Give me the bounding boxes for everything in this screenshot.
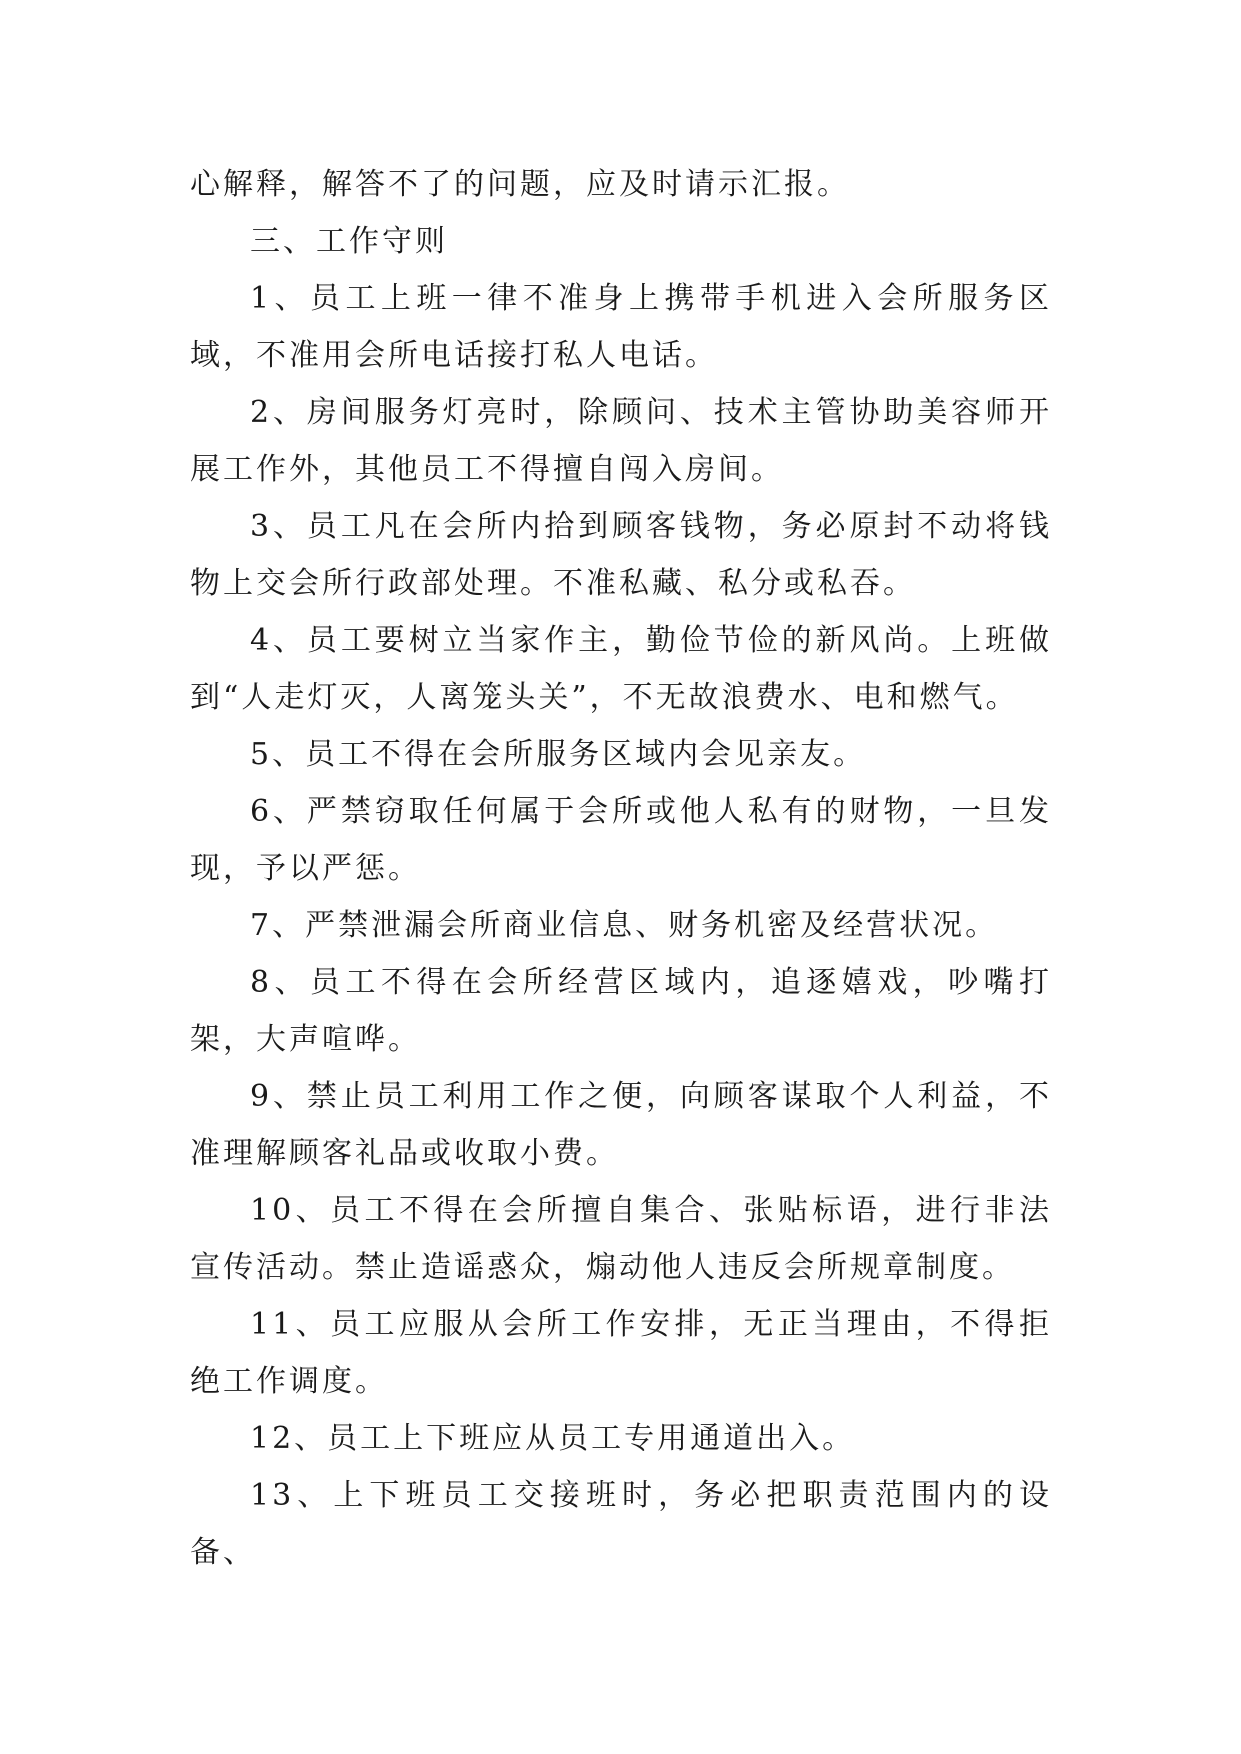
rule-item-3: 3、员工凡在会所内拾到顾客钱物，务必原封不动将钱物上交会所行政部处理。不准私藏、私分或私吞。	[190, 509, 1052, 601]
document-body	[190, 156, 1052, 1581]
rule-item-13: 13、上下班员工交接班时，务必把职责范围内的设备、	[190, 1478, 1052, 1570]
rule-item-4: 4、员工要树立当家作主，勤俭节俭的新风尚。上班做到“人走灯灭，人离笼头关”，不无故浪费水、电和燃气。	[190, 623, 1052, 715]
rule-item-6: 6、严禁窃取任何属于会所或他人私有的财物，一旦发现，予以严惩。	[190, 794, 1052, 886]
rule-item-2: 2、房间服务灯亮时，除顾问、技术主管协助美容师开展工作外，其他员工不得擅自闯入房间。	[190, 395, 1052, 487]
rule-item-7: 7、严禁泄漏会所商业信息、财务机密及经营状况。	[250, 908, 999, 943]
rule-item-10: 10、员工不得在会所擅自集合、张贴标语，进行非法宣传活动。禁止造谣惑众，煽动他人违反会所规章制度。	[190, 1193, 1052, 1285]
rule-item-9: 9、禁止员工利用工作之便，向顾客谋取个人利益，不准理解顾客礼品或收取小费。	[190, 1079, 1052, 1171]
section-heading: 三、工作守则	[250, 224, 448, 259]
paragraph: 心解释，解答不了的问题，应及时请示汇报。	[190, 167, 850, 202]
rule-item-12: 12、员工上下班应从员工专用通道出入。	[250, 1421, 856, 1456]
rule-item-8: 8、员工不得在会所经营区域内，追逐嬉戏，吵嘴打架，大声喧哗。	[190, 965, 1052, 1057]
rule-item-11: 11、员工应服从会所工作安排，无正当理由，不得拒绝工作调度。	[190, 1307, 1052, 1399]
rule-item-5: 5、员工不得在会所服务区域内会见亲友。	[250, 737, 867, 772]
rule-item-1: 1、员工上班一律不准身上携带手机进入会所服务区域，不准用会所电话接打私人电话。	[190, 281, 1052, 373]
